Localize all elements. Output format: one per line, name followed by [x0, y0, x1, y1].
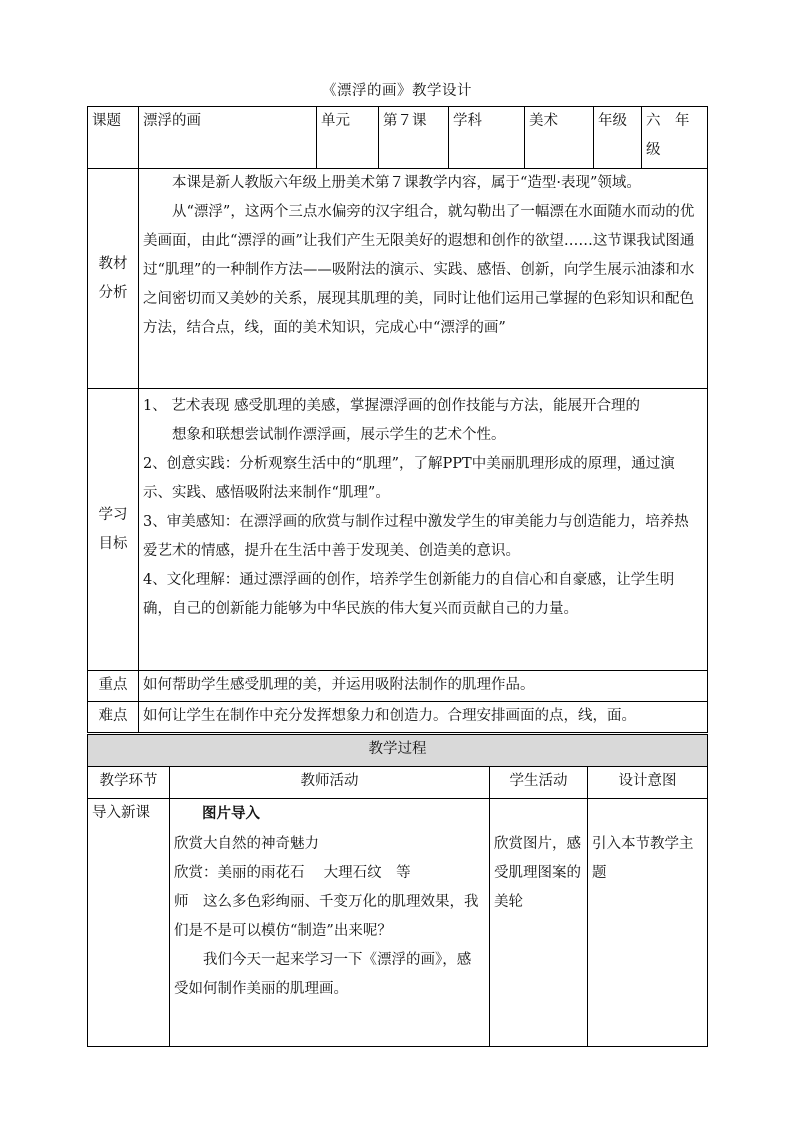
difficulty-label: 难点 [88, 702, 139, 733]
header-row [88, 107, 708, 169]
goal-item: 2、创意实践：分析观察生活中的“肌理”，了解PPT中美丽肌理形成的原理，通过演示、实践、感悟吸附法来制作“肌理”。 [143, 456, 675, 501]
material-content [139, 169, 708, 389]
unit-value: 第７课 [379, 107, 449, 169]
difficulty-row [88, 702, 708, 733]
process-title-row [88, 735, 708, 767]
subject-value: 美术 [525, 107, 594, 169]
teacher-line: 欣赏大自然的神奇魅力 [174, 836, 319, 852]
material-row [88, 169, 708, 389]
goal-item: 3、审美感知：在漂浮画的欣赏与制作过程中激发学生的审美能力与创造能力，培养热爱艺术的情感，提升在生活中善于发现美、创造美的意识。 [143, 514, 689, 559]
lesson-info-table [87, 106, 708, 733]
teaching-process-table [87, 734, 708, 1047]
goals-label: 学习目标 [88, 389, 139, 671]
key-point-label: 重点 [88, 671, 139, 702]
teacher-line: 我们今天一起来学习一下《漂浮的画》，感受如何制作美丽的肌理画。 [174, 952, 472, 997]
process-header-row [88, 767, 708, 799]
document-title: 《漂浮的画》教学设计 [322, 83, 472, 99]
material-paragraph: 本课是新人教版六年级上册美术第７课教学内容，属于“造型·表现”领域。 [172, 175, 641, 191]
teacher-heading: 图片导入 [202, 805, 260, 822]
goal-item: 1、 艺术表现 感受肌理的美感，掌握漂浮画的创作技能与方法，能展开合理的 [143, 398, 640, 414]
key-point-value: 如何帮助学生感受肌理的美，并运用吸附法制作的肌理作品。 [139, 671, 708, 702]
process-row [88, 799, 708, 1047]
goals-content [139, 389, 708, 671]
column-header-stage: 教学环节 [88, 767, 170, 799]
goals-row [88, 389, 708, 671]
course-label: 课题 [88, 107, 139, 169]
subject-label: 学科 [449, 107, 525, 169]
goal-item: 想象和联想尝试制作漂浮画，展示学生的艺术个性。 [172, 427, 506, 443]
column-header-teacher: 教师活动 [170, 767, 490, 799]
teacher-activity-cell [170, 799, 490, 1047]
column-header-student: 学生活动 [490, 767, 588, 799]
material-label: 教材分析 [88, 169, 139, 389]
teacher-line: 欣赏：美丽的雨花石 大理石纹 等 [174, 865, 411, 881]
goal-item: 4、文化理解：通过漂浮画的创作，培养学生创新能力的自信心和自豪感，让学生明确，自己的创新能力能够为中华民族的伟大复兴而贡献自己的力量。 [143, 572, 675, 617]
student-activity-cell: 欣赏图片，感受肌理图案的美轮 [490, 799, 588, 1047]
course-value: 漂浮的画 [139, 107, 317, 169]
process-title: 教学过程 [88, 735, 708, 767]
grade-label: 年级 [594, 107, 642, 169]
stage-cell: 导入新课 [88, 799, 170, 1047]
unit-label: 单元 [317, 107, 379, 169]
column-header-intent: 设计意图 [588, 767, 708, 799]
key-point-row [88, 671, 708, 702]
difficulty-value: 如何让学生在制作中充分发挥想象力和创造力。合理安排画面的点，线，面。 [139, 702, 708, 733]
teacher-line: 师 这么多色彩绚丽、千变万化的肌理效果，我们是不是可以模仿“制造”出来呢？ [174, 894, 479, 939]
design-intent-cell: 引入本节教学主题 [588, 799, 708, 1047]
grade-value: 六 年 级 [642, 107, 708, 169]
material-paragraph: 从“漂浮”，这两个三点水偏旁的汉字组合，就勾勒出了一幅漂在水面随水而动的优美画面，由此“漂浮的画”让我们产生无限美好的遐想和创作的欲望……这节课我试图通过“肌理”的一种制作方法——吸附法的演示、实践、感悟、创新，向学生展示油漆和水之间密切而又美妙的关系，展现其肌理的美，同时让他们运用己掌握的色彩知识和配色方法，结合点，线，面的美术知识，完成心中“漂浮的画” [143, 204, 695, 336]
